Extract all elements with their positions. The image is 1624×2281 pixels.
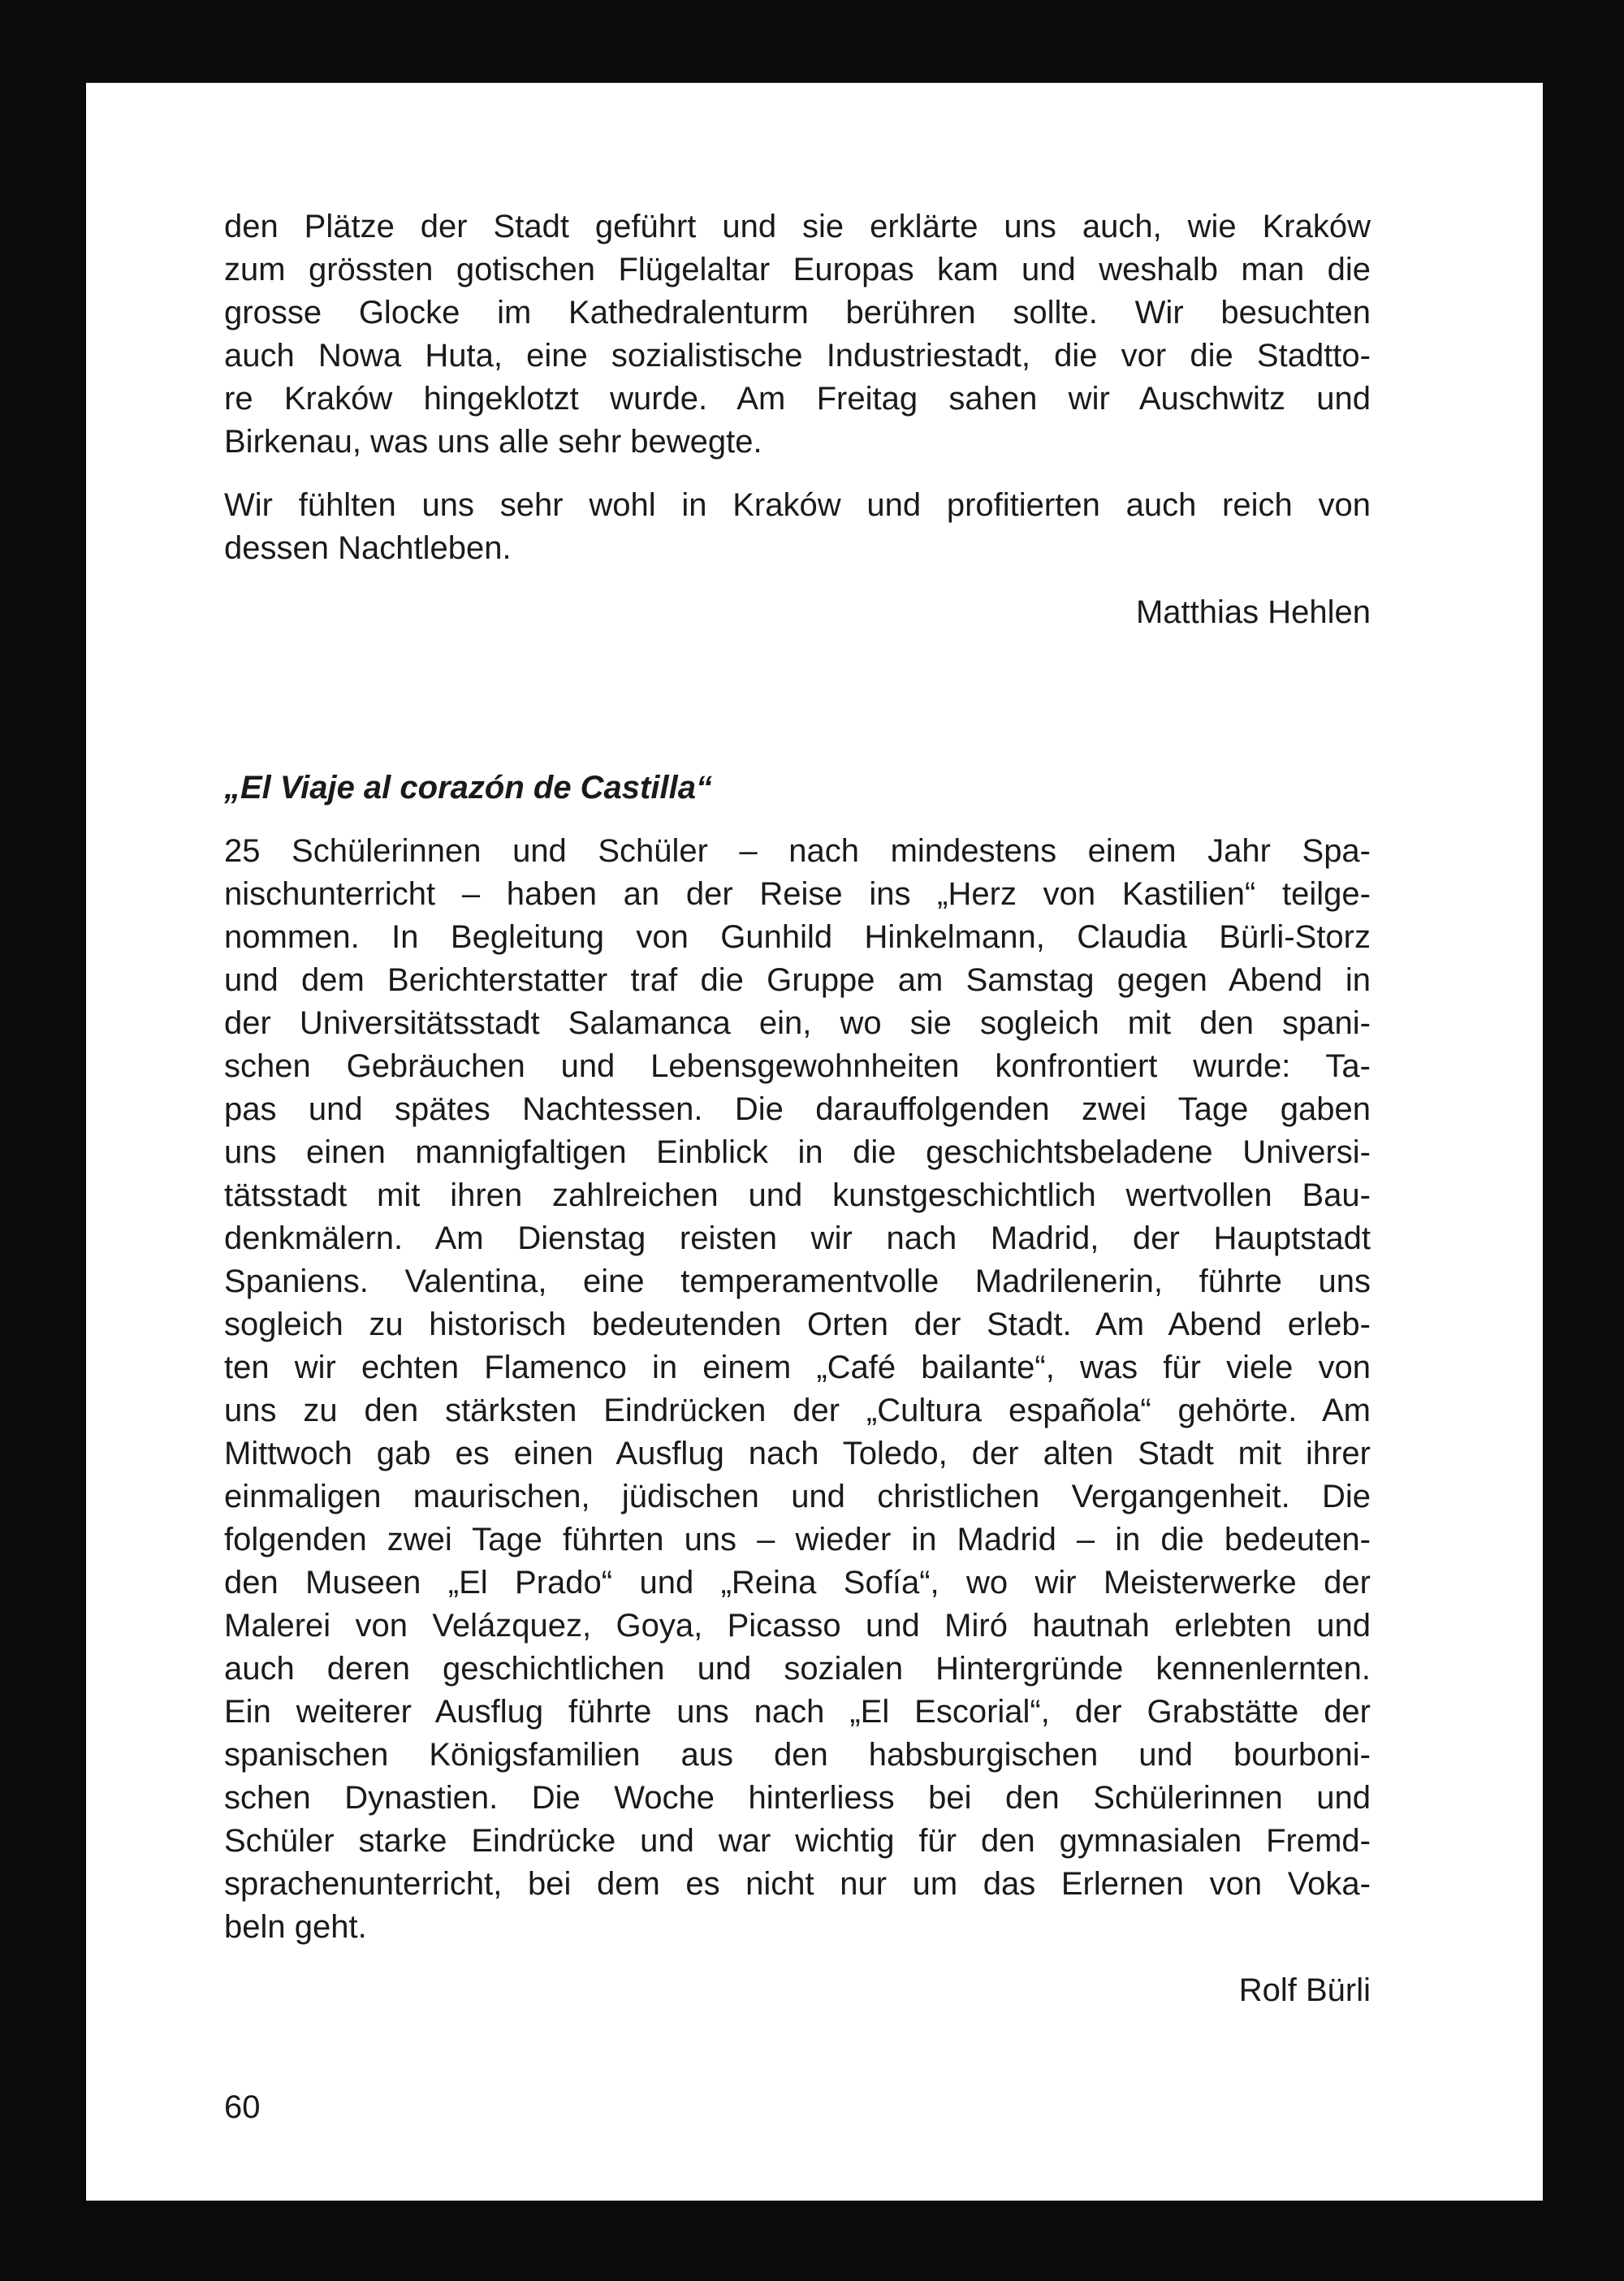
text-line: nischunterricht – haben an der Reise ins „Herz von Kastilien“ teilge- bbox=[224, 876, 1371, 912]
text-line: der Universitätsstadt Salamanca ein, wo sie sogleich mit den spani- bbox=[224, 1005, 1371, 1041]
text-line: Wir fühlten uns sehr wohl in Kraków und profitierten auch reich von bbox=[224, 487, 1371, 523]
text-line: schen Dynastien. Die Woche hinterliess bei den Schülerinnen und bbox=[224, 1780, 1371, 1816]
text-line: dessen Nachtleben. bbox=[224, 530, 512, 566]
text-line: spanischen Königsfamilien aus den habsburgischen und bourboni- bbox=[224, 1737, 1371, 1773]
text-line: den Museen „El Prado“ und „Reina Sofía“, wo wir Meisterwerke der bbox=[224, 1565, 1371, 1601]
article2-author: Rolf Bürli bbox=[1238, 1972, 1371, 2008]
text-line: beln geht. bbox=[224, 1909, 367, 1945]
text-line: uns einen mannigfaltigen Einblick in die geschichtsbeladene Universi- bbox=[224, 1134, 1371, 1170]
text-line: tätsstadt mit ihren zahlreichen und kunstgeschichtlich wertvollen Bau- bbox=[224, 1177, 1371, 1213]
text-line: 25 Schülerinnen und Schüler – nach mindestens einem Jahr Spa- bbox=[224, 833, 1371, 869]
text-line: auch deren geschichtlichen und sozialen Hintergründe kennenlernten. bbox=[224, 1651, 1371, 1687]
text-line: denkmälern. Am Dienstag reisten wir nach Madrid, der Hauptstadt bbox=[224, 1220, 1371, 1256]
text-line: Ein weiterer Ausflug führte uns nach „El Escorial“, der Grabstätte der bbox=[224, 1694, 1371, 1730]
page-number: 60 bbox=[224, 2089, 261, 2125]
text-line: den Plätze der Stadt geführt und sie erklärte uns auch, wie Kraków bbox=[224, 209, 1371, 244]
text-line: zum grössten gotischen Flügelaltar Europas kam und weshalb man die bbox=[224, 252, 1371, 287]
text-line: auch Nowa Huta, eine sozialistische Industriestadt, die vor die Stadtto- bbox=[224, 338, 1371, 374]
text-line: und dem Berichterstatter traf die Gruppe am Samstag gegen Abend in bbox=[224, 962, 1371, 998]
article1-paragraph-2 bbox=[224, 484, 1371, 570]
text-line: Birkenau, was uns alle sehr bewegte. bbox=[224, 424, 762, 460]
text-line: Malerei von Velázquez, Goya, Picasso und Miró hautnah erlebten und bbox=[224, 1608, 1371, 1644]
text-line: uns zu den stärksten Eindrücken der „Cultura española“ gehörte. Am bbox=[224, 1393, 1371, 1428]
text-line: grosse Glocke im Kathedralenturm berühren sollte. Wir besuchten bbox=[224, 295, 1371, 330]
text-line: sogleich zu historisch bedeutenden Orten der Stadt. Am Abend erleb- bbox=[224, 1307, 1371, 1342]
text-line: pas und spätes Nachtessen. Die darauffolgenden zwei Tage gaben bbox=[224, 1091, 1371, 1127]
document-page bbox=[86, 83, 1543, 2201]
text-line: sprachenunterricht, bei dem es nicht nur um das Erlernen von Voka- bbox=[224, 1866, 1371, 1902]
article2-body bbox=[224, 830, 1371, 1949]
text-line: Spaniens. Valentina, eine temperamentvolle Madrilenerin, führte uns bbox=[224, 1264, 1371, 1299]
text-line: Schüler starke Eindrücke und war wichtig für den gymnasialen Fremd- bbox=[224, 1823, 1371, 1859]
article1-paragraph-1 bbox=[224, 205, 1371, 464]
article2-title: „El Viaje al corazón de Castilla“ bbox=[224, 770, 712, 806]
text-line: re Kraków hingeklotzt wurde. Am Freitag sahen wir Auschwitz und bbox=[224, 381, 1371, 417]
article1-author: Matthias Hehlen bbox=[1135, 594, 1371, 630]
text-line: ten wir echten Flamenco in einem „Café bailante“, was für viele von bbox=[224, 1350, 1371, 1385]
text-line: nommen. In Begleitung von Gunhild Hinkelmann, Claudia Bürli-Storz bbox=[224, 919, 1371, 955]
text-line: schen Gebräuchen und Lebensgewohnheiten konfrontiert wurde: Ta- bbox=[224, 1048, 1371, 1084]
text-line: folgenden zwei Tage führten uns – wieder in Madrid – in die bedeuten- bbox=[224, 1522, 1371, 1557]
text-line: einmaligen maurischen, jüdischen und christlichen Vergangenheit. Die bbox=[224, 1479, 1371, 1514]
text-line: Mittwoch gab es einen Ausflug nach Toledo, der alten Stadt mit ihrer bbox=[224, 1436, 1371, 1471]
